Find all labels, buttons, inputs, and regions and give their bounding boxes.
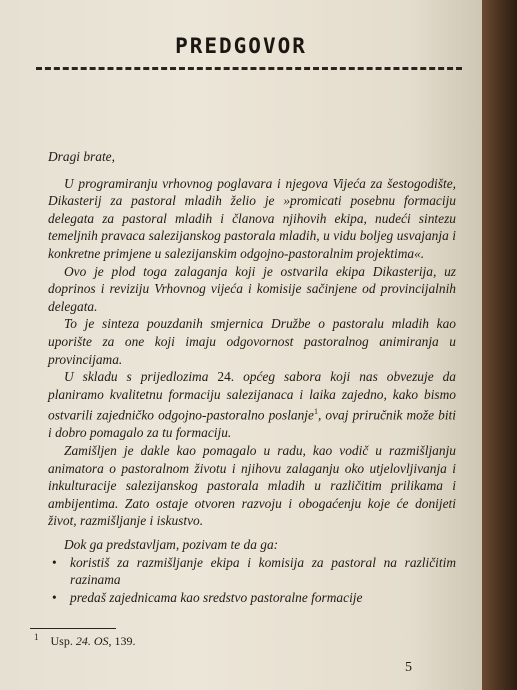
paragraph-4-number: 24.: [217, 369, 235, 385]
list-item: [52, 589, 456, 607]
footnote-prefix: Usp.: [50, 634, 76, 648]
paragraph-4: [48, 368, 456, 442]
footnote-source: 24. OS: [75, 634, 109, 648]
paragraph-4-text-d: , ovaj priručnik može biti i dobro pomagalo za tu formaciju.: [48, 407, 456, 441]
heading-dashed-rule: [36, 67, 462, 70]
page-number: 5: [405, 660, 412, 675]
list-item-text: predaš zajednicama kao sredstvo pastoralne formacije: [70, 589, 363, 605]
paragraph-1: U programiranju vrhovnog poglavara i njegova Vijeća za šestogodište, Dikasterij za pastoral mladih želio je »promicati posebnu formaciju delegata za pastoral mladih i članova njihovih ekipa, nudeći sintezu temeljnih pravaca salezijanskog pastorala mladih, u vidu boljeg usvajanja i konkretne primjene u salezijanskim odgojno-pastoralnim projektima«.: [48, 175, 456, 261]
footnote-suffix: , 139.: [108, 634, 136, 648]
paragraph-2: Ovo je plod toga zalaganja koji je ostvarila ekipa Dikasterija, uz doprinos i reviziju Vrhovnog vijeća i komisije sačinjene od provincijalnih delegata.: [48, 263, 456, 314]
list-lead-in: Dok ga predstavljam, pozivam te da ga:: [64, 536, 279, 552]
footnote-number: 1: [34, 632, 39, 642]
salutation: Dragi brate,: [48, 149, 115, 164]
paragraph-3: To je sinteza pouzdanih smjernica Družbe o pastoralu mladih kao uporište za one koji imaju odgovornost pastoralnog animiranja u provincijama.: [48, 316, 456, 367]
bullet-icon: •: [52, 554, 57, 570]
paragraph-5: Zamišljen je dakle kao pomagalo u radu, kao vodič u razmišljanju animatora o pastoralnom životu i njihovu zalaganju oko utjelovljivanja i inkulturacije salezijanskog pastorala mladih u različitim prilikama i ambijentima. Zato ostaje otvoren razvoju i obogaćenju koje će donijeti život, razmišljanje i iskustvo.: [48, 442, 456, 529]
footnote-reference: 1: [313, 407, 318, 417]
preface-body: [48, 148, 456, 606]
list-item-text: koristiš za razmišljanje ekipa i komisija za pastoral na različitim razinama: [70, 554, 456, 588]
bullet-icon: •: [52, 589, 57, 605]
paragraph-4-text-a: U skladu s prijedlozima: [64, 369, 218, 385]
chapter-heading: PREDGOVOR: [175, 34, 307, 58]
footnote: [34, 632, 136, 649]
book-spine: [482, 0, 517, 690]
list-item: [52, 554, 456, 589]
bullet-list: [48, 554, 456, 607]
paragraph-4-text-c: općeg sabora koji nas obvezuje da planiramo kvalitetnu formaciju salezijanaca i laika zajedno, kako bismo ostvarili zajedničko odgojno-pastoralno poslanje: [48, 369, 456, 423]
footnote-separator: [30, 628, 116, 629]
